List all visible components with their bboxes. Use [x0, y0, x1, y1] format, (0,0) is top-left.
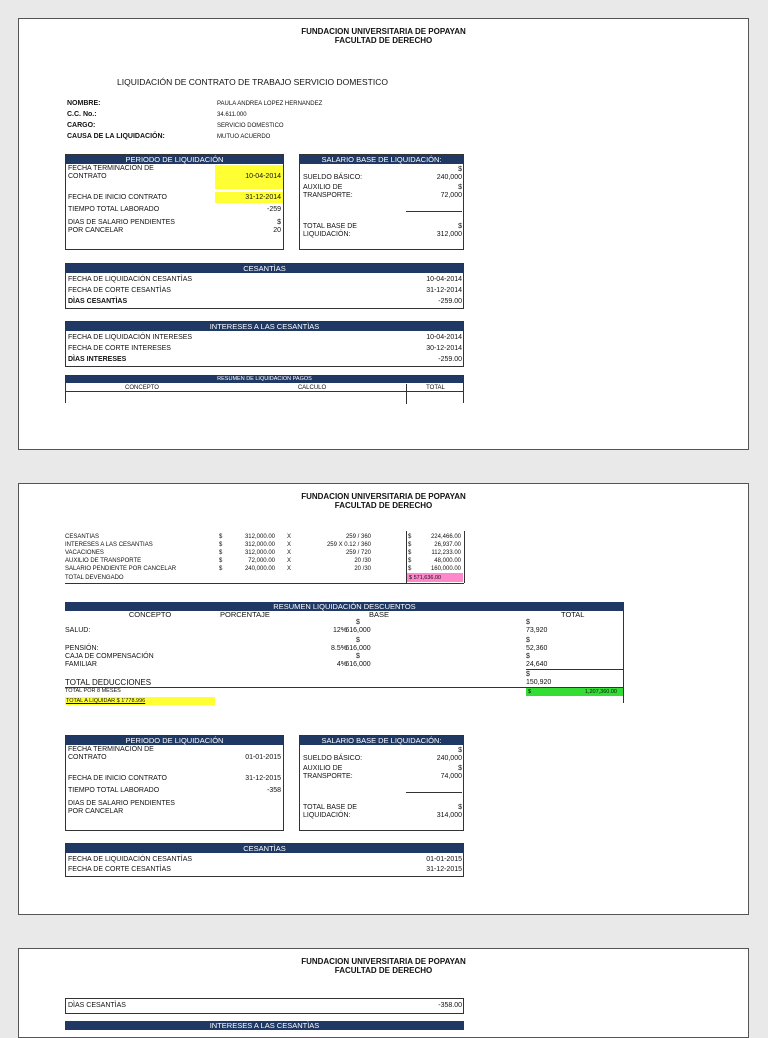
- descuento-concepto: FAMILIAR: [65, 661, 97, 668]
- fecha-inicio-value: 31-12-2015: [245, 775, 281, 782]
- descuento-total-currency: $: [526, 637, 530, 644]
- info-label-cc: C.C. No.:: [67, 111, 97, 118]
- sueldo-value: 240,000: [436, 755, 462, 762]
- fecha-inicio-label: FECHA DE INICIO CONTRATO: [68, 775, 167, 782]
- pago-currency-total: $: [408, 550, 412, 556]
- sueldo-currency: $: [458, 747, 462, 754]
- table-divider: [464, 531, 465, 583]
- document-page-2: [18, 483, 749, 915]
- pago-calculo: 259 X 0.12 / 360: [326, 542, 371, 548]
- cesantias-title: CESANTÌAS: [66, 264, 463, 273]
- cesantias-row-label: FECHA DE CORTE CESANTÌAS: [68, 866, 171, 873]
- column-header-calculo: CALCULO: [297, 385, 327, 391]
- salario-base-title: SALARIO BASE DE LIQUIDACIÓN:: [300, 155, 463, 164]
- pago-currency: $: [219, 534, 223, 540]
- total-meses-currency: $: [528, 689, 532, 695]
- total-liquidar: TOTAL A LIQUIDAR $ 1'778.996: [66, 698, 146, 704]
- pago-base: 240,000.00: [244, 566, 275, 572]
- total-base-currency: $: [458, 804, 462, 811]
- column-header-porcentaje: PORCENTAJE: [220, 610, 270, 619]
- intereses-title: INTERESES A LAS CESANTÌAS: [65, 1021, 464, 1030]
- total-devengado-value: $ 571,636.00: [409, 575, 442, 581]
- auxilio-currency: $: [458, 765, 462, 772]
- pago-currency: $: [219, 550, 223, 556]
- total-base-value: 312,000: [436, 231, 462, 238]
- pago-currency-total: $: [408, 542, 412, 548]
- pago-currency: $: [219, 558, 223, 564]
- sum-line: [526, 669, 624, 670]
- descuento-concepto: PENSIÓN:: [65, 645, 99, 652]
- info-label-cargo: CARGO:: [67, 122, 96, 129]
- periodo-liquidacion-title: PERIODO DE LIQUIDACIÓN: [66, 736, 283, 745]
- salario-base-box: [299, 735, 464, 831]
- intereses-box: [65, 321, 464, 367]
- descuento-base: 616,000: [345, 645, 371, 652]
- table-divider: [65, 583, 464, 584]
- total-devengado-label: TOTAL DEVENGADO: [65, 575, 124, 581]
- resumen-pagos-table: [65, 375, 464, 403]
- sueldo-label: SUELDO BÁSICO:: [303, 174, 363, 181]
- descuento-concepto-2: CAJA DE COMPENSACIÓN: [65, 653, 154, 660]
- descuento-total-currency: $: [526, 653, 530, 660]
- total-base-label-2: LIQUIDACIÓN:: [303, 812, 351, 819]
- column-header-total: TOTAL: [426, 385, 445, 391]
- info-value-cc: 34.611.000: [217, 112, 247, 118]
- fecha-inicio-value: 31-12-2014: [245, 194, 281, 201]
- header-faculty: FACULTAD DE DERECHO: [334, 501, 433, 510]
- table-divider: [66, 391, 463, 392]
- pago-calculo: 20 /30: [354, 558, 371, 564]
- intereses-row-value: 10-04-2014: [426, 334, 462, 341]
- auxilio-label-1: AUXILIO DE: [303, 184, 343, 191]
- cesantias-row-label: DÌAS CESANTÌAS: [68, 298, 128, 305]
- fecha-terminacion-label-2: CONTRATO: [68, 173, 107, 180]
- periodo-liquidacion-title: PERIODO DE LIQUIDACIÓN: [66, 155, 283, 164]
- cesantias-box: [65, 843, 464, 877]
- descuento-base: 616,000: [345, 661, 371, 668]
- dias-pendientes-label-1: DIAS DE SALARIO PENDIENTES: [68, 800, 175, 807]
- pagos-table: [65, 531, 464, 592]
- column-header-concepto: CONCEPTO: [128, 610, 172, 619]
- table-divider: [623, 611, 624, 703]
- dias-cesantias-value: -358.00: [438, 1002, 462, 1009]
- page-header: [19, 492, 748, 510]
- auxilio-label-2: TRANSPORTE:: [303, 192, 353, 199]
- dias-pendientes-label-2: POR CANCELAR: [68, 227, 124, 234]
- auxilio-label-2: TRANSPORTE:: [303, 773, 353, 780]
- info-label-nombre: NOMBRE:: [67, 100, 101, 107]
- auxilio-value: 74,000: [440, 773, 462, 780]
- descuento-base-currency: $: [356, 619, 360, 626]
- descuento-porcentaje: 12%: [332, 627, 347, 634]
- pago-base: 312,000.00: [244, 550, 275, 556]
- pago-concepto: CESANTIAS: [65, 534, 100, 540]
- auxilio-value: 72,000: [440, 192, 462, 199]
- dias-pendientes-label-1: DIAS DE SALARIO PENDIENTES: [68, 219, 175, 226]
- intereses-title: INTERESES A LAS CESANTÌAS: [66, 322, 463, 331]
- pago-currency: $: [219, 566, 223, 572]
- pago-x: X: [287, 566, 292, 572]
- descuento-total: 73,920: [526, 627, 548, 634]
- periodo-liquidacion-box: [65, 735, 284, 831]
- total-deducciones-value: 150,920: [526, 679, 552, 686]
- descuento-total: 52,360: [526, 645, 548, 652]
- intereses-row-label: FECHA DE LIQUIDACIÓN INTERESES: [68, 334, 193, 341]
- pago-currency-total: $: [408, 558, 412, 564]
- column-header-concepto: CONCEPTO: [125, 385, 159, 391]
- intereses-row-value: -259.00: [438, 356, 462, 363]
- document-title: LIQUIDACIÓN DE CONTRATO DE TRABAJO SERVICIO DOMESTICO: [117, 77, 388, 87]
- tiempo-laborado-value: -259: [266, 206, 281, 213]
- pago-concepto: AUXILIO DE TRANSPORTE: [65, 558, 142, 564]
- column-header-base: BASE: [369, 610, 390, 619]
- pago-currency: $: [219, 542, 223, 548]
- header-faculty: FACULTAD DE DERECHO: [334, 36, 433, 45]
- pago-calculo: 20 /30: [354, 566, 371, 572]
- pago-total: 224,466.00: [430, 534, 461, 540]
- total-meses-value: 1,207,360.00: [584, 689, 617, 695]
- cesantias-row-value: 31-12-2014: [426, 287, 462, 294]
- pago-base: 312,000.00: [244, 542, 275, 548]
- cesantias-row-value: 01-01-2015: [426, 856, 462, 863]
- pago-total: 160,000.00: [430, 566, 461, 572]
- cesantias-row-value: 31-12-2015: [426, 866, 462, 873]
- pago-base: 312,000.00: [244, 534, 275, 540]
- info-value-cargo: SERVICIO DOMESTICO: [217, 123, 284, 129]
- pago-total: 48,000.00: [434, 558, 461, 564]
- sum-line: [406, 792, 462, 793]
- pago-x: X: [287, 558, 292, 564]
- fecha-terminacion-value: 10-04-2014: [245, 173, 281, 180]
- pago-currency-total: $: [408, 534, 412, 540]
- auxilio-currency: $: [458, 184, 462, 191]
- descuento-base-currency: $: [356, 637, 360, 644]
- descuentos-table: [65, 602, 624, 706]
- total-base-value: 314,000: [436, 812, 462, 819]
- intereses-row-label: FECHA DE CORTE INTERESES: [68, 345, 171, 352]
- sueldo-currency: $: [458, 166, 462, 173]
- total-deducciones-label: TOTAL DEDUCCIONES: [65, 678, 152, 687]
- dias-cesantias-label: DÌAS CESANTÌAS: [68, 1002, 126, 1009]
- descuento-base-currency: $: [356, 653, 360, 660]
- pago-total: 26,937.00: [434, 542, 461, 548]
- pago-x: X: [287, 534, 292, 540]
- descuento-total: 24,640: [526, 661, 548, 668]
- pago-total: 112,233.00: [431, 550, 461, 556]
- fecha-inicio-label: FECHA DE INICIO CONTRATO: [68, 194, 167, 201]
- pago-currency-total: $: [408, 566, 412, 572]
- fecha-terminacion-label-1: FECHA TERMINACIÓN DE: [68, 746, 154, 753]
- cesantias-row-value: 10-04-2014: [426, 276, 462, 283]
- tiempo-laborado-label: TIEMPO TOTAL LABORADO: [68, 787, 160, 794]
- pago-concepto: SALARIO PENDIENTE POR CANCELAR: [65, 566, 177, 572]
- cesantias-row-label: FECHA DE LIQUIDACIÓN CESANTÌAS: [68, 276, 193, 283]
- pago-concepto: VACACIONES: [65, 550, 104, 556]
- table-divider: [406, 384, 407, 404]
- pago-base: 72,000.00: [248, 558, 275, 564]
- info-value-nombre: PAULA ANDREA LOPEZ HERNANDEZ: [217, 101, 323, 107]
- intereses-row-label: DÌAS INTERESES: [68, 356, 127, 363]
- descuento-porcentaje: 4%: [336, 661, 347, 668]
- sueldo-value: 240,000: [436, 174, 462, 181]
- descuento-total-currency: $: [526, 619, 530, 626]
- cesantias-row-label: FECHA DE CORTE CESANTÌAS: [68, 287, 171, 294]
- document-page-3: [18, 948, 749, 1038]
- salario-base-box: [299, 154, 464, 250]
- fecha-terminacion-label-1: FECHA TERMINACIÓN DE: [68, 165, 154, 172]
- sueldo-label: SUELDO BÁSICO:: [303, 755, 363, 762]
- fecha-terminacion-label-2: CONTRATO: [68, 754, 107, 761]
- total-base-label-2: LIQUIDACIÓN:: [303, 231, 351, 238]
- pago-concepto: INTERESES A LAS CESANTIAS: [65, 542, 153, 548]
- cesantias-row-value: -259.00: [438, 298, 462, 305]
- pago-calculo: 259 / 360: [345, 534, 371, 540]
- descuento-base: 616,000: [345, 627, 371, 634]
- dias-pendientes-label-2: POR CANCELAR: [68, 808, 124, 815]
- descuento-concepto: SALUD:: [65, 627, 91, 634]
- tiempo-laborado-label: TIEMPO TOTAL LABORADO: [68, 206, 160, 213]
- intereses-row-value: 30-12-2014: [426, 345, 462, 352]
- cesantias-box: [65, 263, 464, 309]
- document-page-1: [18, 18, 749, 450]
- total-deducciones-currency: $: [526, 671, 530, 678]
- auxilio-label-1: AUXILIO DE: [303, 765, 343, 772]
- header-faculty: FACULTAD DE DERECHO: [334, 966, 433, 975]
- total-base-label-1: TOTAL BASE DE: [303, 804, 357, 811]
- salario-base-title: SALARIO BASE DE LIQUIDACIÓN:: [300, 736, 463, 745]
- header-institution: FUNDACION UNIVERSITARIA DE POPAYAN: [301, 957, 466, 966]
- total-base-currency: $: [458, 223, 462, 230]
- pago-x: X: [287, 542, 292, 548]
- info-value-causa: MUTUO ACUERDO: [217, 134, 271, 140]
- dias-cesantias-row: [65, 998, 464, 1014]
- tiempo-laborado-value: -358: [266, 787, 281, 794]
- pago-x: X: [287, 550, 292, 556]
- info-label-causa: CAUSA DE LA LIQUIDACIÓN:: [67, 133, 165, 140]
- column-header-total: TOTAL: [561, 610, 585, 619]
- total-base-label-1: TOTAL BASE DE: [303, 223, 357, 230]
- header-institution: FUNDACION UNIVERSITARIA DE POPAYAN: [301, 492, 466, 501]
- dias-pendientes-value: 20: [273, 227, 281, 234]
- fecha-terminacion-value: 01-01-2015: [245, 754, 281, 761]
- resumen-pagos-title: RESUMEN DE LIQUIDACION PAGOS: [66, 376, 463, 383]
- page-header: [19, 27, 748, 45]
- periodo-liquidacion-box: [65, 154, 284, 250]
- cesantias-row-label: FECHA DE LIQUIDACIÓN CESANTÌAS: [68, 856, 193, 863]
- cesantias-title: CESANTÌAS: [66, 844, 463, 853]
- header-institution: FUNDACION UNIVERSITARIA DE POPAYAN: [301, 27, 466, 36]
- dias-pendientes-currency: $: [277, 219, 281, 226]
- pago-calculo: 259 / 720: [345, 550, 371, 556]
- total-meses-label: TOTAL POR 8 MESES: [65, 688, 121, 694]
- descuento-porcentaje: 8.5%: [331, 645, 347, 652]
- descuentos-title: RESUMEN LIQUIDACIÓN DESCUENTOS: [65, 602, 624, 611]
- page-header: [19, 957, 748, 975]
- sum-line: [406, 211, 462, 212]
